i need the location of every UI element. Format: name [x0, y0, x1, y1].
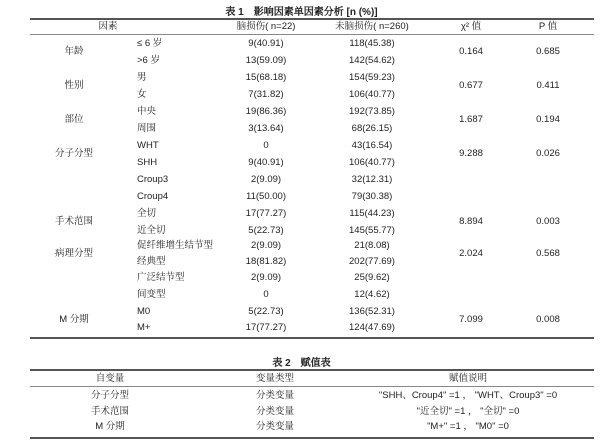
table1-cell-subgroup: 经典型 — [137, 256, 166, 267]
table2-header-desc: 赋值说明 — [448, 373, 488, 384]
table1-cell-subgroup: 周围 — [137, 123, 157, 134]
table2-top-rule — [30, 369, 594, 371]
table1-cell-group-a: 17(77.27) — [245, 322, 287, 333]
table1-cell-p: 0.026 — [536, 148, 560, 159]
table1-cell-group-b: 154(59.23) — [349, 72, 395, 83]
table1-cell-group-b: 142(54.62) — [349, 55, 395, 66]
table2-cell-type: 分类变量 — [255, 406, 295, 417]
table2-cell-variable: 手术范围 — [90, 406, 130, 417]
table1-cell-group-b: 136(52.31) — [349, 306, 395, 317]
table1-cell-group-a: 3(13.64) — [248, 123, 284, 134]
table1-cell-p: 0.194 — [536, 114, 560, 125]
table1-cell-group-a: 2(9.09) — [250, 174, 282, 185]
table1-cell-p: 0.568 — [536, 248, 560, 259]
table1-cell-chi: 8.894 — [459, 216, 483, 227]
table1-cell-chi: 0.164 — [459, 46, 483, 57]
table1-cell-subgroup: 近全切 — [137, 225, 166, 236]
table1-cell-factor: 分子分型 — [54, 148, 94, 159]
table2-cell-desc: "M+" =1 ， "M0" =0 — [427, 421, 509, 432]
table1-cell-group-a: 19(86.36) — [245, 106, 287, 117]
table1-cell-subgroup: 男 — [137, 72, 147, 83]
table1-cell-group-a: 9(40.91) — [248, 38, 284, 49]
table1-header-factor: 因素 — [98, 21, 118, 32]
table1-cell-group-b: 68(26.15) — [351, 123, 393, 134]
table1-cell-factor: M 分期 — [59, 314, 89, 325]
table1-cell-group-b: 118(45.38) — [349, 38, 395, 49]
table1-cell-group-b: 115(44.23) — [349, 208, 395, 219]
table1-cell-group-a: 18(81.82) — [245, 256, 287, 267]
table2-cell-type: 分类变量 — [255, 421, 295, 432]
table1-cell-group-b: 79(30.38) — [351, 191, 393, 202]
table1-cell-group-a: 13(59.09) — [245, 55, 287, 66]
table1-cell-factor: 部位 — [64, 114, 84, 125]
table1-header-group-a: 脑损伤( n=22) — [236, 21, 296, 32]
table1-cell-group-b: 192(73.85) — [349, 106, 395, 117]
table1-title: 表 1 影响因素单因素分析 [n (%)] — [225, 7, 378, 18]
table1-cell-p: 0.008 — [536, 314, 560, 325]
table1-cell-subgroup: WHT — [137, 140, 159, 151]
table1-cell-group-a: 17(77.27) — [245, 208, 287, 219]
table2-cell-type: 分类变量 — [255, 390, 295, 401]
table1-cell-p: 0.003 — [536, 216, 560, 227]
table1-cell-group-b: 106(40.77) — [349, 157, 395, 168]
table1-cell-p: 0.411 — [536, 80, 560, 91]
table1-header-chi: χ² 值 — [460, 21, 482, 32]
table2-bottom-rule — [30, 437, 594, 439]
table1-cell-group-a: 2(9.09) — [250, 240, 282, 251]
table1-cell-chi: 2.024 — [459, 248, 483, 259]
table1-cell-group-b: 25(9.62) — [354, 272, 390, 283]
table1-cell-group-a: 11(50.00) — [246, 191, 286, 202]
table1-top-rule — [30, 18, 594, 20]
table2-header-rule — [30, 386, 594, 387]
table1-cell-group-a: 0 — [263, 140, 269, 151]
table1-cell-group-b: 32(12.31) — [351, 174, 393, 185]
table1-cell-factor: 年龄 — [64, 46, 84, 57]
table2-header-variable: 自变量 — [95, 373, 125, 384]
table2-cell-desc: "SHH、Croup4" =1 ， "WHT、Croup3" =0 — [378, 390, 558, 401]
table1-cell-subgroup: 促纤维增生结节型 — [137, 240, 214, 251]
table1-cell-subgroup: >6 岁 — [137, 55, 160, 66]
table1-cell-group-a: 5(22.73) — [248, 225, 284, 236]
table1-cell-group-a: 7(31.82) — [248, 89, 284, 100]
table1-cell-group-b: 106(40.77) — [349, 89, 395, 100]
table2-cell-variable: M 分期 — [95, 421, 125, 432]
table1-cell-subgroup: 中央 — [137, 106, 157, 117]
table1-cell-subgroup: M0 — [137, 306, 151, 317]
table1-cell-group-a: 2(9.09) — [250, 272, 282, 283]
table1-cell-p: 0.685 — [536, 46, 560, 57]
table1-cell-subgroup: M+ — [137, 322, 151, 333]
table1-cell-group-b: 124(47.69) — [349, 322, 395, 333]
table1-cell-subgroup: Croup3 — [137, 174, 169, 185]
table1-cell-subgroup: 间变型 — [137, 289, 166, 300]
table1-cell-chi: 0.677 — [459, 80, 483, 91]
table1-cell-chi: 1.687 — [459, 114, 483, 125]
table1-cell-subgroup: SHH — [137, 157, 158, 168]
table1-cell-group-b: 21(8.08) — [354, 240, 390, 251]
table1-cell-subgroup: 全切 — [137, 208, 157, 219]
table1-cell-subgroup: ≤ 6 岁 — [137, 38, 163, 49]
table2-header-type: 变量类型 — [255, 373, 295, 384]
table2-cell-desc: "近全切" =1 ， "全切" =0 — [416, 406, 520, 417]
table1-cell-group-b: 145(55.77) — [349, 225, 395, 236]
table1-header-p: P 值 — [538, 21, 558, 32]
table1-bottom-rule — [30, 337, 594, 339]
table1-cell-factor: 性别 — [64, 80, 84, 91]
table2-cell-variable: 分子分型 — [90, 390, 130, 401]
table1-cell-factor: 病理分型 — [54, 248, 94, 259]
table1-header-rule — [30, 34, 594, 35]
table2-title: 表 2 赋值表 — [272, 358, 331, 369]
table1-cell-group-b: 202(77.69) — [349, 256, 395, 267]
table1-cell-group-a: 15(68.18) — [245, 72, 287, 83]
table1-cell-group-a: 5(22.73) — [248, 306, 284, 317]
table1-cell-group-a: 0 — [263, 289, 269, 300]
table1-cell-subgroup: 女 — [137, 89, 147, 100]
table1-cell-subgroup: Croup4 — [137, 191, 169, 202]
table1-cell-group-b: 12(4.62) — [354, 289, 390, 300]
table1-cell-subgroup: 广泛结节型 — [137, 272, 185, 283]
table1-cell-factor: 手术范围 — [54, 216, 94, 227]
table1-header-group-b: 未脑损伤( n=260) — [335, 21, 409, 32]
table1-cell-chi: 9.288 — [459, 148, 483, 159]
table1-cell-chi: 7.099 — [459, 314, 483, 325]
table1-cell-group-a: 9(40.91) — [248, 157, 284, 168]
table1-cell-group-b: 43(16.54) — [351, 140, 393, 151]
